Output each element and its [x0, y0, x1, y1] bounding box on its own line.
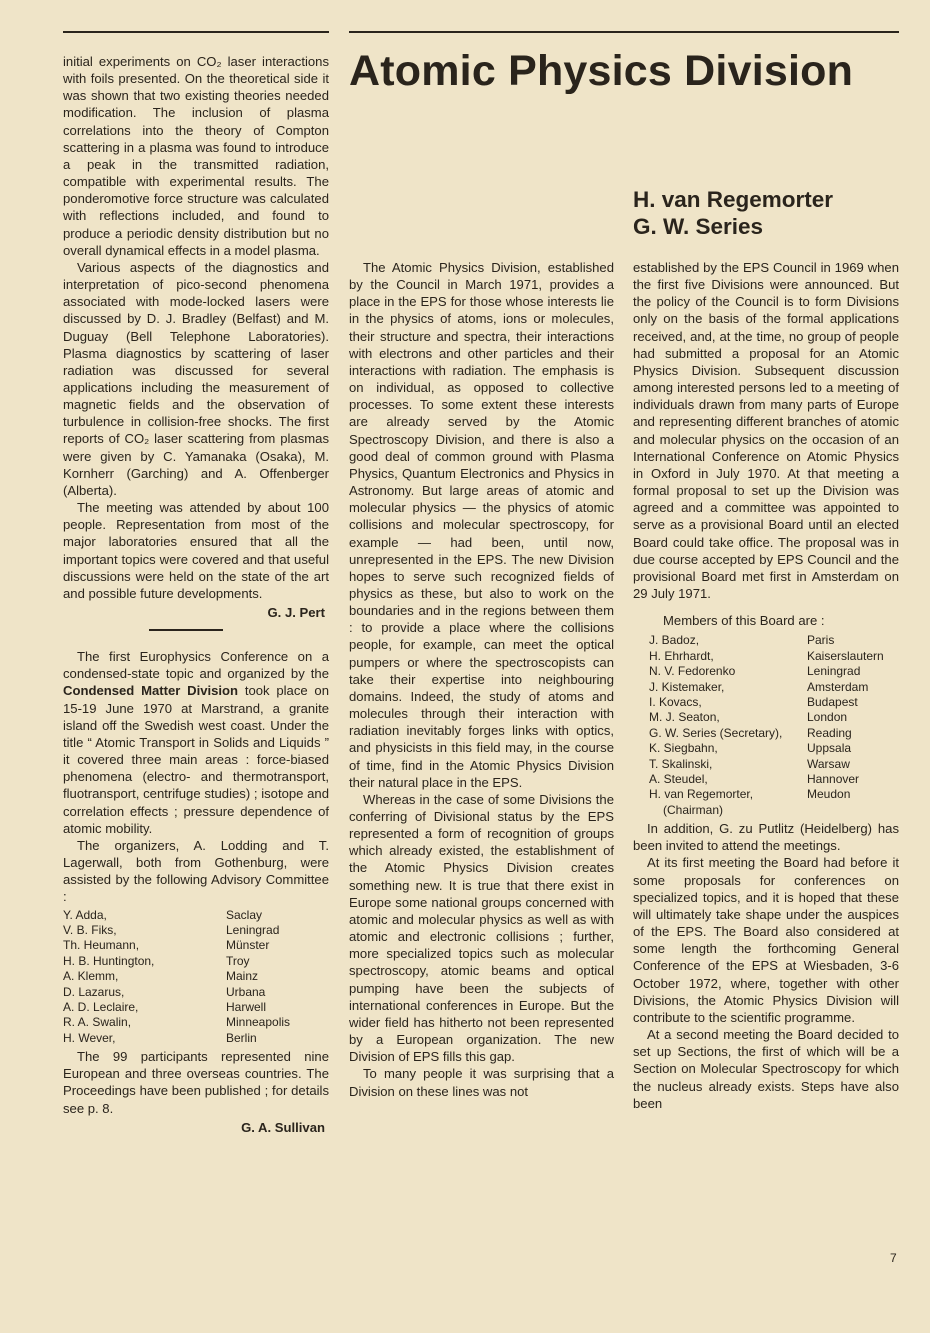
member-name: N. V. Fedorenko — [649, 664, 736, 679]
member-city: Münster — [226, 938, 270, 953]
member-city: Meudon — [807, 787, 851, 802]
paragraph: Whereas in the case of some Divisions the conferring of Divisional status by the EPS represented a form of recognition of groups which already existed, the establishment of the Atomic Physics Division creates something new. It is true that there exist in Europe some national groups concerned with atomic and molecular physics as well as with atomic and electronic collisions ; further, more specialized topics such as molecular spectroscopy, atomic beams and optical pumping have been the subjects of international conferences in Europe. But the wider field has hitherto not been represented by a European organization. The new Division of EPS fills this gap. — [349, 791, 614, 1065]
member-name: Th. Heumann, — [63, 938, 140, 953]
paragraph-text: took place on 15-19 June 1970 at Marstrand, a granite island off the Swedish west coast. Under the title “ Atomic Transport in Solids and Liquids ” it covered three main areas : force-biased phenomena (electro- and thermotransport, fluotransport, centrifuge studies) ; isotope and correlation effects ; pressure dependence of atomic mobility. — [63, 683, 329, 836]
member-name: H. Wever, — [63, 1030, 116, 1045]
member-name: R. A. Swalin, — [63, 1015, 132, 1030]
paragraph: The organizers, A. Lodding and T. Lagerwall, both from Gothenburg, were assisted by the following Advisory Committee : — [63, 837, 329, 905]
member-city — [807, 803, 899, 818]
paragraph: The Atomic Physics Division, established by the Council in March 1971, provides a place in the EPS for those whose interests lie in the physics of atoms, ions or molecules, their structure and spectra, their interactions with electrons and other particles and their interactions with radiation. The emphasis is on individual, as opposed to collective processes. To some extent these interests are already served by the Atomic Spectroscopy Division, and there is also a good deal of common ground with Plasma Physics, Quantum Electronics and Physics in Astronomy. But large areas of atomic and molecular physics — the physics of atomic collisions and molecular spectroscopy, for example — had been, until now, unrepresented in the EPS. The new Division hopes to serve such recognized fields of physics as these, but also to work on the boundaries and in the regions between them : to provide a place where the collisions people, for example, can meet the optical pumpers or where the spectroscopists can take their expertise into neighbouring domains. Indeed, the study of atoms and molecules through their interaction with radiation inevitably forges links with optics, and physicists in this field may, in the course of time, find in the Atomic Physics Division their natural place in the EPS. — [349, 260, 614, 790]
member-city: Budapest — [807, 694, 858, 709]
member-role: (Chairman) — [663, 802, 724, 817]
paragraph: The 99 participants represented nine European and three overseas countries. The Proceedings have been published ; for details see p. 8. — [63, 1049, 329, 1116]
member-name: Y. Adda, — [63, 907, 107, 922]
member-name: G. W. Series (Secretary), — [649, 725, 783, 740]
member-city: Hannover — [807, 771, 860, 786]
column-middle — [349, 259, 614, 1100]
member-name: A. D. Leclaire, — [63, 999, 139, 1014]
paragraph: At a second meeting the Board decided to set up Sections, the first of which will be a Section on Molecular Spectroscopy for which the nucleus already exists. Steps have also been — [633, 1027, 899, 1111]
article-title: Atomic Physics Division — [349, 47, 854, 95]
page-number: 7 — [890, 1251, 897, 1265]
member-city: Harwell — [226, 999, 267, 1014]
member-city: Minneapolis — [226, 1015, 291, 1030]
member-city: Uppsala — [807, 741, 852, 756]
member-name: A. Steudel, — [649, 771, 708, 786]
member-name: J. Badoz, — [649, 633, 700, 648]
member-city: Leningrad — [226, 922, 280, 937]
top-rule-right — [349, 31, 899, 33]
board-members-list — [649, 633, 899, 818]
column-right — [633, 259, 899, 1112]
author-name: G. W. Series — [633, 214, 764, 239]
member-city: Kaiserslautern — [807, 648, 884, 663]
member-name: K. Siegbahn, — [649, 741, 718, 756]
member-name: M. J. Seaton, — [649, 710, 720, 725]
paragraph: At its first meeting the Board had before it some proposals for conferences on specialized topics, and it is hoped that these will ultimately take shape under the auspices of the EPS. The Board also considered at some length the forthcoming General Conference of the EPS at Wiesbaden, 3-6 October 1972, where, together with other Divisions, the Atomic Physics Division will contribute to the scientific programme. — [633, 855, 899, 1025]
member-city: Amsterdam — [807, 679, 869, 694]
signature: G. A. Sullivan — [241, 1119, 325, 1135]
division-name: Condensed Matter Division — [63, 683, 239, 699]
member-city: Reading — [807, 725, 852, 740]
member-city: Leningrad — [807, 664, 861, 679]
paragraph-text: The first Europhysics Conference on a condensed-state topic and organized by the — [63, 649, 329, 682]
paragraph: established by the EPS Council in 1969 when the first five Divisions were announced. But the policy of the Council is to form Divisions only on the basis of the formal applications received, and, at the time, no group of people had submitted a proposal for an Atomic Physics Division. Subsequent discussion among interested persons led to a meeting of individuals drawn from many parts of Europe and representing different branches of atomic and molecular physics on the occasion of an International Conference on Atomic Physics in Oxford in July 1970. At that meeting a formal proposal to set up the Division was agreed and a committee was appointed to serve as a provisional Board until an elected Board could take office. The proposal was in due course accepted by EPS Council and the provisional Board met first in Amsterdam on 29 July 1971. — [633, 260, 899, 601]
section-divider — [149, 629, 223, 631]
paragraph: initial experiments on CO₂ laser interactions with foils presented. On the theoretical side it was shown that two existing theories needed modification. The inclusion of plasma correlations into the theory of Compton scattering in a plasma was found to introduce a peak in the transmitted radiation, compatible with experimental results. The ponderomotive force structure was calculated with reflections included, and found to produce a periodic density distribution but no overall dynamical effects in a model plasma. — [63, 54, 329, 258]
advisory-committee-list — [63, 908, 329, 1047]
member-name: H. Ehrhardt, — [649, 648, 714, 663]
member-name: I. Kovacs, — [649, 694, 702, 709]
paragraph: Various aspects of the diagnostics and interpretation of pico-second phenomena associated with mode-locked lasers were discussed by D. J. Bradley (Belfast) and M. Duguay (Bell Telephone Laboratories). Plasma diagnostics by scattering of laser radiation was discussed for several applications including the measurement of magnetic fields and the observation of turbulence in collision-free shocks. The first reports of CO₂ laser scattering from plasmas were given by C. Yamanaka (Osaka), M. Kornherr (Garching) and A. Offenberger (Alberta). — [63, 259, 329, 498]
member-name: V. B. Fiks, — [63, 922, 117, 937]
member-city: Urbana — [226, 984, 266, 999]
member-city: London — [807, 710, 848, 725]
member-city: Mainz — [226, 969, 259, 984]
member-city: Warsaw — [807, 756, 850, 771]
paragraph — [63, 648, 329, 837]
paragraph: To many people it was surprising that a Division on these lines was not — [349, 1066, 614, 1099]
member-city: Saclay — [226, 907, 263, 922]
member-name: D. Lazarus, — [63, 984, 125, 999]
member-name: H. van Regemorter, — [649, 787, 754, 802]
member-name: H. B. Huntington, — [63, 953, 155, 968]
board-intro: Members of this Board are : — [663, 613, 825, 629]
member-name: A. Klemm, — [63, 969, 119, 984]
signature: G. J. Pert — [267, 605, 325, 620]
member-city: Berlin — [226, 1030, 257, 1045]
paragraph: The meeting was attended by about 100 people. Representation from most of the major laboratories ensured that all the important topics were covered and that useful discussions were held on the state of the art and possible future developments. — [63, 500, 329, 601]
member-city: Paris — [807, 633, 835, 648]
column-left — [63, 53, 329, 1136]
top-rule-left — [63, 31, 329, 33]
member-name: J. Kistemaker, — [649, 679, 725, 694]
author-byline — [633, 186, 833, 240]
author-name: H. van Regemorter — [633, 187, 834, 212]
paragraph: In addition, G. zu Putlitz (Heidelberg) has been invited to attend the meetings. — [633, 821, 899, 854]
member-name: T. Skalinski, — [649, 756, 713, 771]
member-city: Troy — [226, 953, 250, 968]
